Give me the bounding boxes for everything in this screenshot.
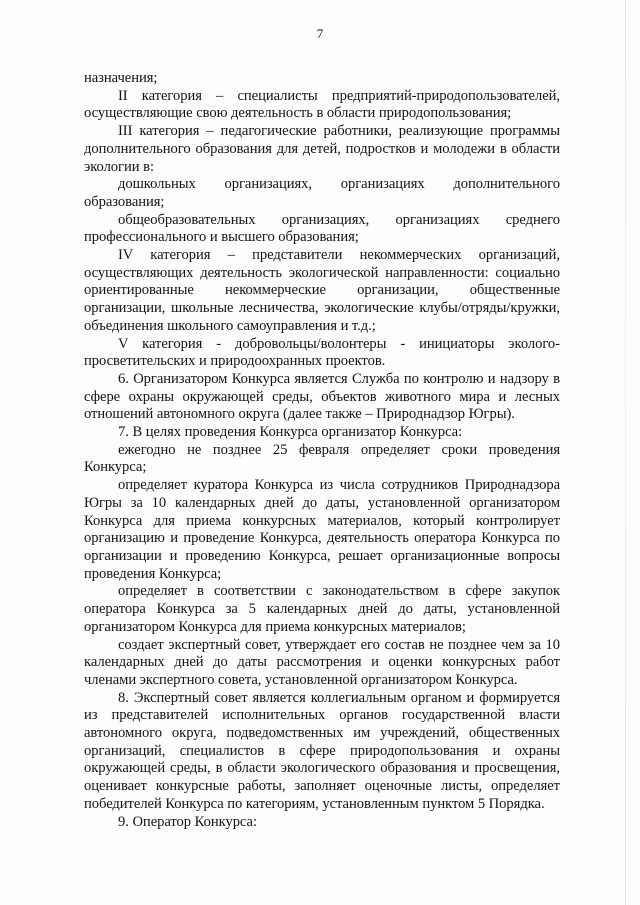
paragraph: создает экспертный совет, утверждает его состав не позднее чем за 10 календарных дней до даты рассмотрения и оценки конкурсных работ членами экспертного совета, установленной организатором Конкурса. xyxy=(84,636,560,688)
document-body xyxy=(84,70,560,831)
paragraph: 8. Экспертный совет является коллегиальным органом и формируется из представителей исполнительных органов государственной власти автономного округа, подведомственных им учреждений, общественных организаций, специалистов в сфере природопользования и охраны окружающей среды, в области экологического образования и просвещения, оценивает конкурсные работы, заполняет оценочные листы, определяет победителей Конкурса по категориям, установленным пунктом 5 Порядка. xyxy=(84,689,560,812)
paragraph: дошкольных организациях, организациях дополнительного образования; xyxy=(84,176,560,210)
paragraph: ежегодно не позднее 25 февраля определяет сроки проведения Конкурса; xyxy=(84,441,560,476)
paragraph: II категория – специалисты предприятий-природопользователей, осуществляющие свою деятельность в области природопользования; xyxy=(84,87,560,122)
page-edge xyxy=(625,0,626,905)
paragraph: назначения; xyxy=(84,70,158,86)
paragraph: 6. Организатором Конкурса является Служба по контролю и надзору в сфере охраны окружающей среды, объектов животного мира и лесных отношений автономного округа (далее также – Природнадзор Югры). xyxy=(84,370,560,423)
paragraph: общеобразовательных организациях, организациях среднего профессионального и высшего образования; xyxy=(84,211,560,246)
paragraph: 9. Оператор Конкурса: xyxy=(118,813,257,830)
paragraph: IV категория – представители некоммерческих организаций, осуществляющих деятельность экологической направленности: социально ориентированные некоммерческие организации, общественные организации, школьные лесничества, экологические клубы/отряды/кружки, объединения школьного самоуправления и т.д.; xyxy=(84,247,560,334)
paragraph: V категория - добровольцы/волонтеры - инициаторы эколого-просветительских и природоохранных проектов. xyxy=(84,335,560,370)
paragraph: определяет куратора Конкурса из числа сотрудников Природнадзора Югры за 10 календарных дней до даты, установленной организатором Конкурса для приема конкурсных материалов, который контролирует организацию и проведение Конкурса, деятельность оператора Конкурса по организации и проведению Конкурса, решает организационные вопросы проведения Конкурса; xyxy=(84,477,560,582)
paragraph: III категория – педагогические работники, реализующие программы дополнительного образования для детей, подростков и молодежи в области экологии в: xyxy=(84,123,560,175)
paragraph: определяет в соответствии с законодательством в сфере закупок оператора Конкурса за 5 календарных дней до даты, установленной организатором Конкурса для приема конкурсных материалов; xyxy=(84,583,560,635)
page-number: 7 xyxy=(316,26,324,41)
paragraph: 7. В целях проведения Конкурса организатор Конкурса: xyxy=(118,424,463,441)
